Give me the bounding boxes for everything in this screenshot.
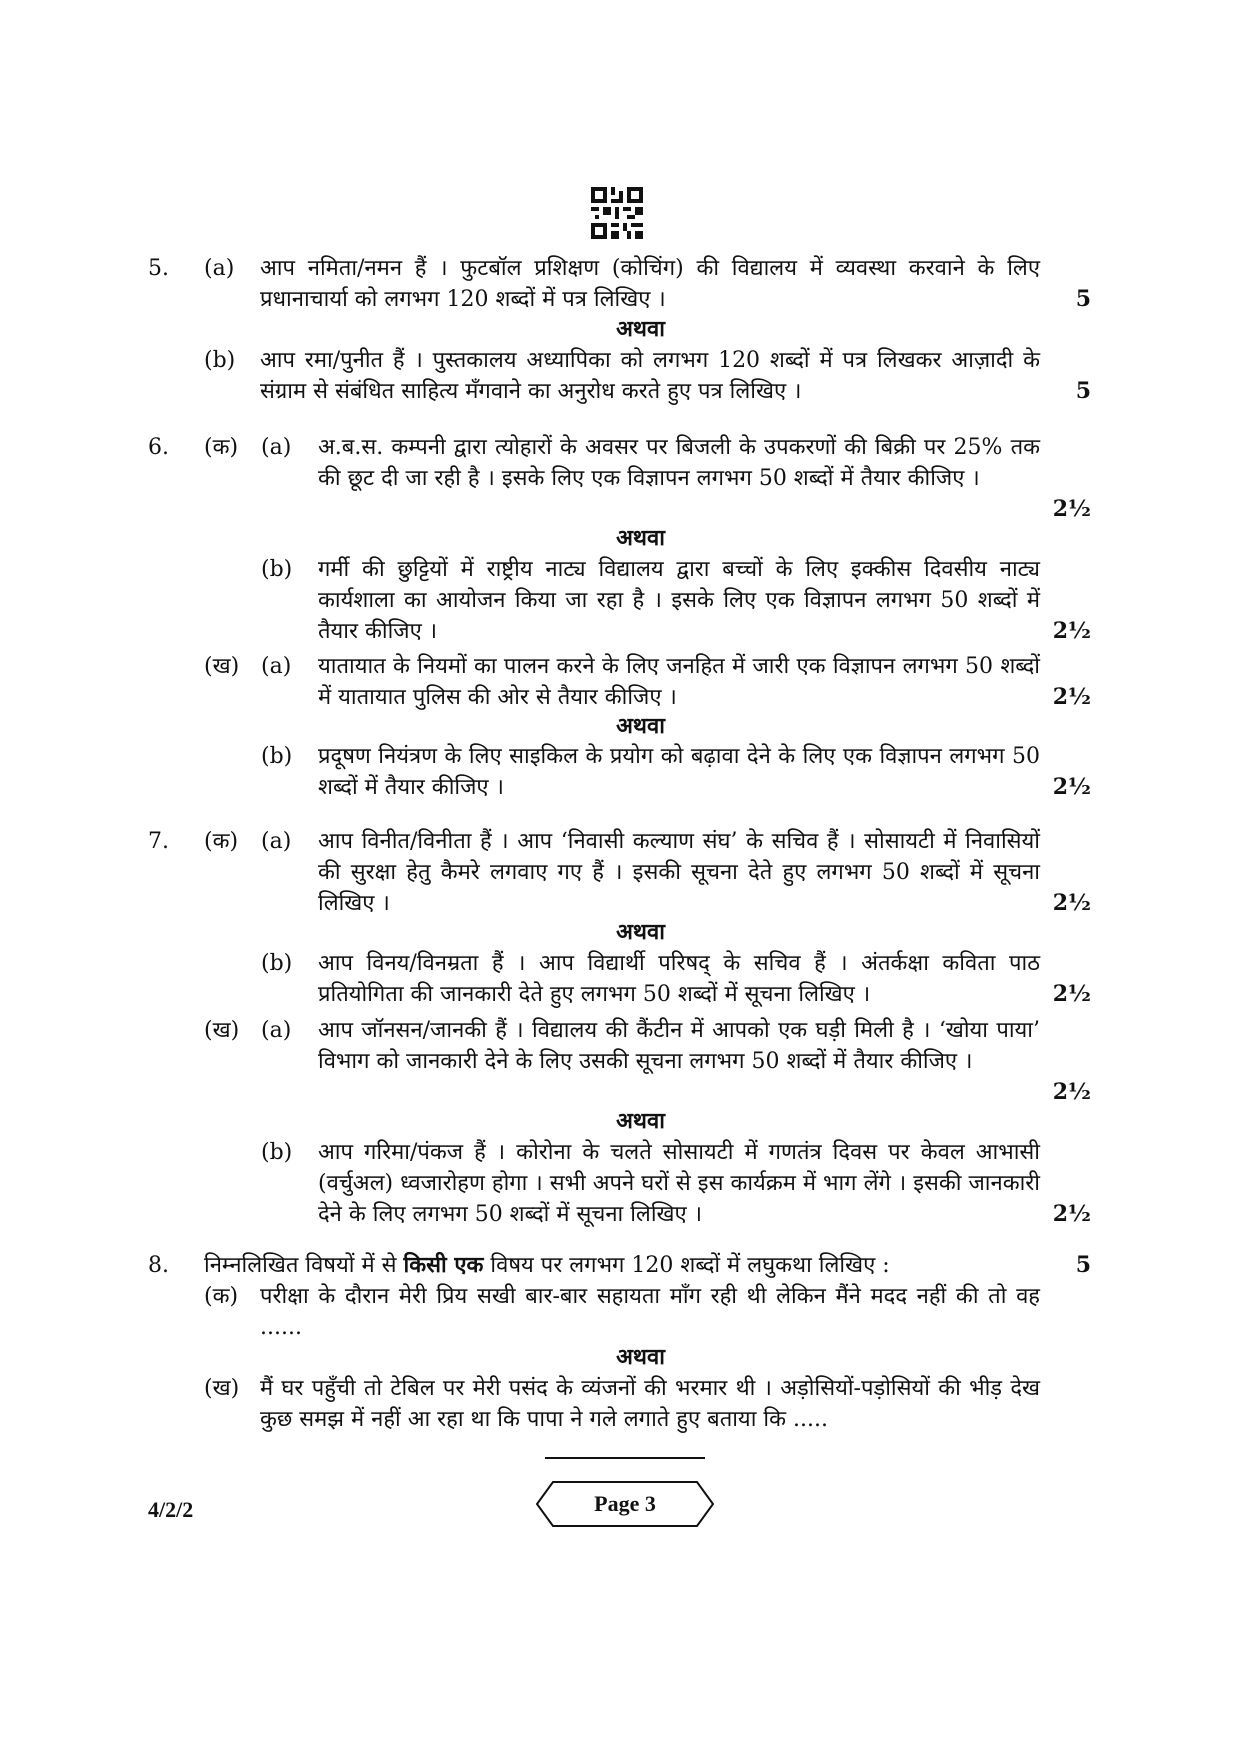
marks: 2½ bbox=[1052, 774, 1091, 800]
part-label: (ख) bbox=[204, 654, 240, 679]
question-text: प्रदूषण नियंत्रण के लिए साइकिल के प्रयोग को बढ़ावा देने के लिए एक विज्ञापन लगभग 50 शब्दों में तैयार कीजिए । bbox=[318, 744, 1040, 800]
intro-emphasis: किसी एक bbox=[403, 1252, 484, 1278]
question-text: आप नमिता/नमन हैं । फुटबॉल प्रशिक्षण (कोचिंग) की विद्यालय में व्यवस्था करवाने के लिए प्रधानाचार्या को लगभग 120 शब्दों में पत्र लिखिए । bbox=[260, 256, 1040, 312]
question-number: 5. bbox=[148, 256, 169, 281]
intro-text: विषय पर लगभग 120 शब्दों में लघुकथा लिखिए : bbox=[483, 1253, 890, 1278]
marks: 2½ bbox=[1052, 1201, 1091, 1227]
sub-part-label: (b) bbox=[261, 557, 293, 582]
part-label: (b) bbox=[204, 348, 236, 373]
part-label: (क) bbox=[204, 435, 239, 460]
marks: 2½ bbox=[1052, 1079, 1091, 1105]
marks: 2½ bbox=[1052, 890, 1091, 916]
or-separator: अथवा bbox=[616, 1108, 665, 1134]
question-text: परीक्षा के दौरान मेरी प्रिय सखी बार-बार सहायता माँग रही थी लेकिन मैंने मदद नहीं की तो वह ...... bbox=[260, 1284, 1040, 1340]
question-text: आप गरिमा/पंकज हैं । कोरोना के चलते सोसायटी में गणतंत्र दिवस पर केवल आभासी (वर्चुअल) ध्वजारोहण होगा । सभी अपने घरों से इस कार्यक्रम में भाग लेंगे । इसकी जानकारी देने के लिए लगभग 50 शब्दों में सूचना लिखिए । bbox=[318, 1140, 1040, 1227]
paper-code: 4/2/2 bbox=[148, 1497, 194, 1522]
question-number: 8. bbox=[148, 1253, 169, 1278]
sub-part-label: (a) bbox=[261, 829, 292, 854]
footer-divider bbox=[545, 1457, 705, 1459]
question-text: आप रमा/पुनीत हैं । पुस्तकालय अध्यापिका को लगभग 120 शब्दों में पत्र लिखकर आज़ादी के संग्राम से संबंधित साहित्य मँगवाने का अनुरोध करते हुए पत्र लिखिए । bbox=[260, 348, 1040, 404]
question-text: आप विनीत/विनीता हैं । आप ‘निवासी कल्याण संघ’ के सचिव हैं । सोसायटी में निवासियों की सुरक्षा हेतु कैमरे लगवाए गए हैं । इसकी सूचना देते हुए लगभग 50 शब्दों में सूचना लिखिए । bbox=[318, 829, 1040, 916]
marks: 2½ bbox=[1052, 618, 1091, 644]
intro-text: निम्नलिखित विषयों में से bbox=[204, 1253, 404, 1278]
qr-code bbox=[591, 187, 643, 239]
part-label: (क) bbox=[204, 829, 239, 854]
question-number: 7. bbox=[148, 829, 169, 854]
page-number: Page 3 bbox=[594, 1491, 656, 1516]
marks: 2½ bbox=[1052, 981, 1091, 1007]
marks: 5 bbox=[1075, 1252, 1091, 1278]
part-label: (a) bbox=[204, 256, 235, 281]
or-separator: अथवा bbox=[616, 1344, 665, 1370]
sub-part-label: (b) bbox=[261, 951, 293, 976]
sub-part-label: (a) bbox=[261, 435, 292, 460]
question-text: यातायात के नियमों का पालन करने के लिए जनहित में जारी एक विज्ञापन लगभग 50 शब्दों में यातायात पुलिस की ओर से तैयार कीजिए । bbox=[318, 654, 1040, 710]
part-label: (ख) bbox=[204, 1018, 240, 1043]
sub-part-label: (b) bbox=[261, 1140, 293, 1165]
question-text: आप विनय/विनम्रता हैं । आप विद्यार्थी परिषद् के सचिव हैं । अंतर्कक्षा कविता पाठ प्रतियोगिता की जानकारी देते हुए लगभग 50 शब्दों में सूचना लिखिए । bbox=[318, 951, 1040, 1007]
or-separator: अथवा bbox=[616, 525, 665, 551]
marks: 5 bbox=[1075, 286, 1091, 312]
question-intro bbox=[204, 1250, 964, 1281]
question-text: मैं घर पहुँची तो टेबिल पर मेरी पसंद के व्यंजनों की भरमार थी । अड़ोसियों-पड़ोसियों की भीड़ देख कुछ समझ में नहीं आ रहा था कि पापा ने गले लगाते हुए बताया कि ..... bbox=[260, 1376, 1040, 1432]
question-text: अ.ब.स. कम्पनी द्वारा त्योहारों के अवसर पर बिजली के उपकरणों की बिक्री पर 25% तक की छूट दी जा रही है । इसके लिए एक विज्ञापन लगभग 50 शब्दों में तैयार कीजिए । bbox=[318, 435, 1040, 491]
question-text: आप जॉनसन/जानकी हैं । विद्यालय की कैंटीन में आपको एक घड़ी मिली है । ‘खोया पाया’ विभाग को जानकारी देने के लिए उसकी सूचना लगभग 50 शब्दों में तैयार कीजिए । bbox=[318, 1018, 1040, 1074]
or-separator: अथवा bbox=[616, 919, 665, 945]
question-number: 6. bbox=[148, 435, 169, 460]
sub-part-label: (a) bbox=[261, 1018, 292, 1043]
or-separator: अथवा bbox=[616, 713, 665, 739]
marks: 2½ bbox=[1052, 684, 1091, 710]
part-label: (क) bbox=[204, 1284, 239, 1309]
or-separator: अथवा bbox=[616, 316, 665, 342]
marks: 2½ bbox=[1052, 496, 1091, 522]
part-label: (ख) bbox=[204, 1376, 240, 1401]
sub-part-label: (a) bbox=[261, 654, 292, 679]
sub-part-label: (b) bbox=[261, 744, 293, 769]
question-text: गर्मी की छुट्टियों में राष्ट्रीय नाट्य विद्यालय द्वारा बच्चों के लिए इक्कीस दिवसीय नाट्य कार्यशाला का आयोजन किया जा रहा है । इसके लिए एक विज्ञापन लगभग 50 शब्दों में तैयार कीजिए । bbox=[318, 557, 1040, 644]
marks: 5 bbox=[1075, 378, 1091, 404]
